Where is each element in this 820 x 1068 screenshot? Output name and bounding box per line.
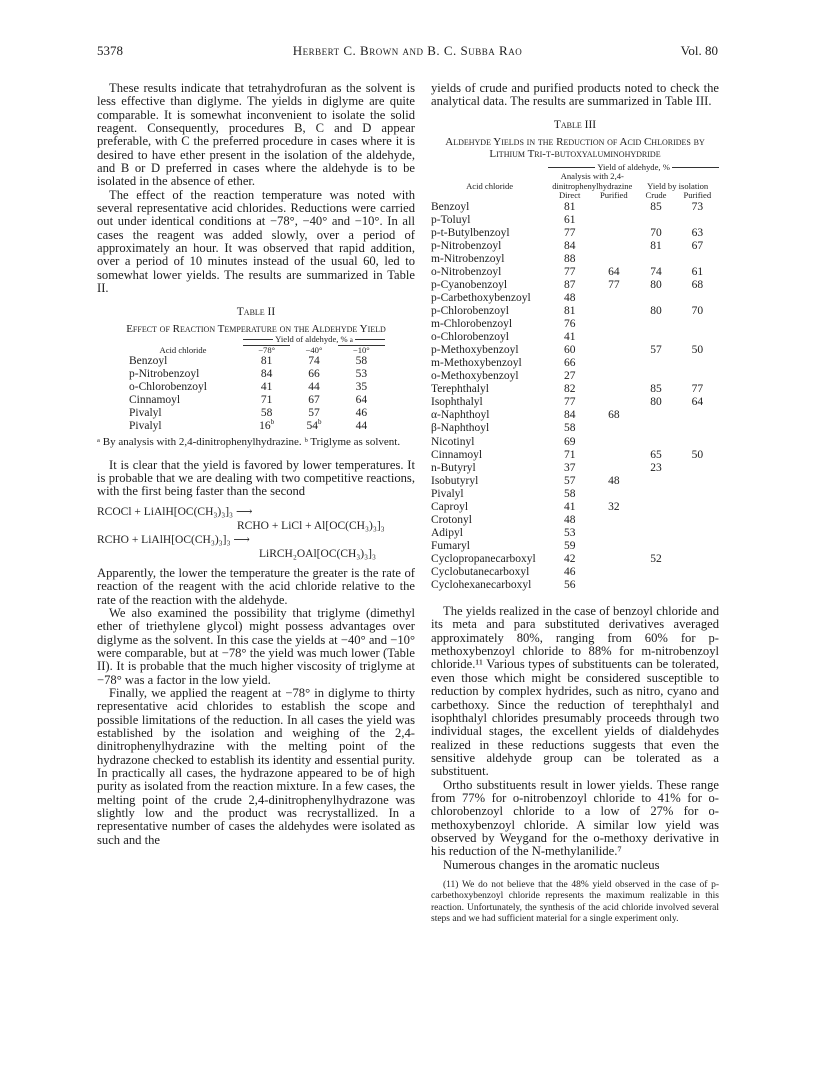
table-row [431, 475, 719, 488]
table-cell: 35 [355, 381, 368, 394]
row-label: Cinnamoyl [431, 448, 483, 461]
table-cell: 81 [260, 355, 273, 367]
row-label: o-Methoxybenzoyl [431, 370, 519, 383]
table-cell [591, 422, 636, 435]
table-cell [591, 227, 636, 240]
table-row [431, 240, 719, 253]
row-label: β-Naphthoyl [431, 422, 490, 435]
row-label: p-Cyanobenzoyl [431, 278, 508, 291]
row-label: α-Naphthoyl [431, 409, 490, 422]
table-cell [591, 553, 636, 566]
table-cell: 44 [308, 381, 320, 394]
table-cell: 32 [608, 500, 620, 513]
table-cell: 80 [650, 278, 662, 291]
table-cell [676, 462, 719, 475]
table-cell: 56 [563, 579, 576, 592]
table-cell: 67 [691, 239, 704, 252]
page-number: 5378 [97, 43, 123, 58]
equation-line: RCOCl + LiAlH[OC(CH₃)₃]₃ ⟶ [97, 505, 253, 518]
table-cell [591, 305, 636, 318]
volume-number: Vol. 80 [680, 43, 718, 58]
table-row [431, 449, 719, 462]
table-cell [676, 488, 719, 501]
table-cell: 68 [691, 278, 704, 291]
table-row [431, 201, 719, 214]
table-cell: 53 [563, 526, 576, 539]
table-cell: 69 [563, 435, 576, 448]
row-label: Benzoyl [431, 200, 470, 213]
table-cell: 64 [608, 265, 620, 278]
table-3-head-isolation: Yield by isolation [647, 180, 709, 191]
row-label: p-Chlorobenzoyl [431, 305, 509, 318]
row-label: Nicotinyl [431, 435, 475, 448]
table-cell: 81 [563, 305, 576, 318]
table-row [431, 279, 719, 292]
table-cell: 71 [563, 448, 576, 461]
row-label: o-Chlorobenzoyl [431, 331, 509, 344]
table-cell [591, 566, 636, 579]
table-cell [676, 370, 719, 383]
table-cell: 57 [650, 344, 662, 357]
table-cell [591, 318, 636, 331]
table-cell: 41 [563, 500, 576, 513]
table-row [431, 292, 719, 305]
table-cell: 54$^b$ [306, 418, 322, 433]
table-row [123, 381, 385, 394]
table-cell [591, 462, 636, 475]
table-cell [636, 527, 675, 540]
table-row [123, 368, 385, 381]
table-row [431, 527, 719, 540]
running-title: Herbert C. Brown and B. C. Subba Rao [292, 43, 523, 58]
row-label: Fumaryl [431, 539, 470, 552]
table-3-title: Aldehyde Yields in the Reduction of Acid Chlorides by Lithium Tri-t-butoxyaluminohydride [445, 135, 705, 161]
table-row [431, 344, 719, 357]
table-row [431, 331, 719, 344]
table-cell [636, 579, 675, 592]
table-cell [676, 409, 719, 422]
row-label: n-Butyryl [431, 461, 476, 474]
table-cell [676, 214, 719, 227]
table-3-head-span: Yield of aldehyde, % [548, 163, 719, 173]
table-cell: 77 [691, 383, 704, 396]
paragraph: Ortho substituents result in lower yields. These range from 77% for o-nitrobenzoyl chloride to 41% for o-chlorobenzoyl chloride to a low of 27% for o-methoxybenzoyl chloride. A similar low yield was observed by Weygand for the o-methoxy derivative in his reduction of the N-methylanilide.⁷ [431, 777, 719, 859]
table-cell [591, 449, 636, 462]
table-cell [591, 344, 636, 357]
table-cell: 84 [563, 239, 576, 252]
paragraph: These results indicate that tetrahydrofuran as the solvent is less effective than diglyme. The yields in diglyme are quite comparable. It is somewhat inconvenient to isolate the solid reagent. Consequently, procedures B, C and D appear preferable, with C the preferred procedure in cases where it is desired to have ether present in the isolation of the aldehyde, and B or D preferred in cases where the aldehyde is to be isolated in the absence of ether. [97, 81, 415, 189]
paragraph: The yields realized in the case of benzoyl chloride and its meta and para substituted derivatives averaged approximately 80%, ranging from 60% for p-methoxybenzoyl chloride to 88% for m-nitrobenzoyl chloride.¹¹ Various types of substituents can be tolerated, even those which might be considered susceptible to reduction by complex hydrides, such as nitro, cyano and carbethoxy. Since the reduction of terephthalyl and isophthalyl chlorides presumably proceeds through two individual stages, the excellent yields of dialdehydes realized in these reductions suggests that even the sensitive aldehyde group can be tolerated as a substituent. [431, 604, 719, 779]
table-cell [636, 409, 675, 422]
paragraph: We also examined the possibility that triglyme (dimethyl ether of triethylene glycol) might possess advantages over diglyme as the solvent. In this case the yields at −40° and −10° were comparable, but at −78° the yield was much lower (Table II). It is probable that the much higher viscosity of triglyme at −78° was a factor in the low yield. [97, 605, 415, 687]
table-cell [676, 475, 719, 488]
left-column [97, 82, 415, 847]
equation-line: LiRCH₂OAl[OC(CH₃)₃]₃ [259, 547, 376, 560]
table-cell: 81 [650, 239, 662, 252]
table-cell [591, 201, 636, 214]
table-row [123, 407, 385, 420]
table-cell [591, 488, 636, 501]
table-cell: 46 [355, 407, 368, 420]
table-cell: 67 [308, 394, 320, 407]
table-cell [636, 501, 675, 514]
equation-line: RCHO + LiAlH[OC(CH₃)₃]₃ ⟶ [97, 533, 250, 546]
table-row [123, 355, 385, 368]
table-cell: 48 [563, 292, 576, 305]
table-3-col-crude: Crude [645, 190, 667, 201]
table-cell [636, 514, 675, 527]
table-row [431, 214, 719, 227]
table-cell: 44 [355, 420, 368, 433]
table-2-head-acid: Acid chloride [159, 344, 207, 355]
table-cell: 50 [691, 448, 704, 461]
row-label: Crotonyl [431, 513, 472, 526]
table-cell: 57 [563, 474, 576, 487]
table-row [431, 540, 719, 553]
table-2-head-yield: Yield of aldehyde, % a [243, 335, 385, 345]
table-cell: 77 [563, 265, 576, 278]
table-3-col-direct: Direct [558, 190, 581, 201]
table-row [431, 422, 719, 435]
table-cell: 58 [260, 407, 273, 420]
table-cell [676, 566, 719, 579]
table-cell: 53 [355, 368, 368, 381]
table-cell: 81 [563, 200, 576, 213]
table-row [431, 436, 719, 449]
table-cell [676, 422, 719, 435]
table-cell [676, 514, 719, 527]
table-cell: 60 [563, 344, 576, 357]
table-cell [591, 383, 636, 396]
table-cell: 66 [308, 368, 320, 381]
table-3-col-purified-2: Purified [683, 190, 712, 201]
table-cell [591, 357, 636, 370]
table-cell [636, 253, 675, 266]
table-row [431, 370, 719, 383]
table-cell: 58 [563, 422, 576, 435]
table-cell [591, 214, 636, 227]
table-cell [676, 553, 719, 566]
table-cell: 61 [691, 265, 704, 278]
row-label: Cyclopropanecarboxyl [431, 552, 536, 565]
paragraph: Finally, we applied the reagent at −78° in diglyme to thirty representative acid chlorides to establish the scope and possible limitations of the reduction. In all cases the yield was established by the isolation and weighing of the 2,4-dinitrophenylhydrazine with the melting point of the hydrazone checked to establish its identity and essential purity. In practically all cases, the hydrazone appeared to be of high purity as isolated from the reaction mixture. In a few cases, the melting point of the crude 2,4-dinitrophenylhydrazone was slightly low and the product was recrystallized. In a representative number of cases the aldehydes were isolated as such and the [97, 685, 415, 847]
table-cell: 16$^b$ [259, 418, 275, 433]
table-2-title: Effect of Reaction Temperature on the Aldehyde Yield [126, 322, 386, 335]
table-cell: 84 [260, 368, 273, 381]
table-cell: 77 [563, 226, 576, 239]
table-row [431, 396, 719, 409]
table-cell: 41 [563, 331, 576, 344]
table-2-footnote: ᵃ By analysis with 2,4-dinitrophenylhydrazine. ᵇ Triglyme as solvent. [97, 436, 401, 449]
table-cell: 48 [563, 513, 576, 526]
table-cell [636, 331, 675, 344]
table-cell [591, 240, 636, 253]
table-row [431, 514, 719, 527]
table-cell [636, 540, 675, 553]
running-header [97, 43, 718, 59]
table-cell: 74 [650, 265, 662, 278]
table-cell: 77 [563, 396, 576, 409]
row-label: o-Chlorobenzoyl [129, 381, 207, 394]
footnote-11: (11) We do not believe that the 48% yield observed in the case of p-carbethoxybenzoyl chloride represents the maximum realizable in this reaction. Unfortunately, the synthesis of the acid chloride involved several steps and we had sufficient material for a single experiment only. [431, 879, 719, 925]
table-cell [636, 488, 675, 501]
row-label: Terephthalyl [431, 383, 489, 396]
paragraph: It is clear that the yield is favored by lower temperatures. It is probable that we are dealing with two competitive reactions, with the first being faster than the second [97, 457, 415, 499]
table-cell: 57 [308, 407, 320, 420]
table-cell: 23 [650, 461, 662, 474]
table-2 [123, 335, 385, 433]
table-row [431, 227, 719, 240]
table-row [123, 394, 385, 407]
table-cell [636, 318, 675, 331]
table-cell [591, 253, 636, 266]
table-cell [676, 292, 719, 305]
table-cell: 71 [260, 394, 273, 407]
table-cell: 58 [563, 487, 576, 500]
table-cell [676, 318, 719, 331]
table-cell: 82 [563, 383, 576, 396]
table-cell [591, 436, 636, 449]
table-cell: 85 [650, 383, 662, 396]
table-cell [676, 527, 719, 540]
row-label: Isophthalyl [431, 396, 483, 409]
table-cell: 74 [308, 355, 320, 367]
equation-block [97, 505, 415, 561]
table-3-head-analysis: Analysis with 2,4-dinitrophenylhydrazine [552, 171, 633, 191]
row-label: p-Toluyl [431, 213, 471, 226]
table-cell: 88 [563, 252, 576, 265]
table-row [431, 305, 719, 318]
table-cell: 77 [608, 278, 620, 291]
row-label: p-t-Butylbenzoyl [431, 226, 510, 239]
right-column [431, 82, 719, 926]
row-label: m-Nitrobenzoyl [431, 252, 505, 265]
table-cell: 64 [355, 394, 368, 407]
row-label: Pivalyl [129, 407, 162, 420]
row-label: Pivalyl [431, 487, 464, 500]
table-cell: 84 [563, 409, 576, 422]
paragraph: yields of crude and purified products noted to check the analytical data. The results are summarized in Table III. [431, 81, 719, 109]
table-3 [431, 163, 719, 592]
table-cell [591, 370, 636, 383]
table-cell: 80 [650, 305, 662, 318]
table-cell: 58 [355, 355, 368, 367]
table-cell: 65 [650, 448, 662, 461]
table-cell [636, 566, 675, 579]
row-label: p-Carbethoxybenzoyl [431, 292, 531, 305]
row-label: Pivalyl [129, 420, 162, 433]
table-row [431, 266, 719, 279]
table-row [431, 383, 719, 396]
table-cell: 50 [691, 344, 704, 357]
row-label: Adipyl [431, 526, 463, 539]
equation-line: RCHO + LiCl + Al[OC(CH₃)₃]₃ [237, 519, 385, 532]
table-cell [591, 514, 636, 527]
table-2-temp: −78° [243, 345, 290, 355]
table-cell: 37 [563, 461, 576, 474]
table-cell [676, 357, 719, 370]
table-cell: 63 [691, 226, 704, 239]
row-label: p-Nitrobenzoyl [431, 239, 502, 252]
table-2-temp: −40° [305, 344, 323, 355]
table-cell [676, 501, 719, 514]
table-cell: 68 [608, 409, 620, 422]
row-label: p-Nitrobenzoyl [129, 368, 200, 381]
table-cell [591, 396, 636, 409]
row-label: m-Chlorobenzoyl [431, 318, 513, 331]
table-cell: 85 [650, 200, 662, 213]
table-row [431, 357, 719, 370]
table-row [431, 253, 719, 266]
table-row [431, 318, 719, 331]
table-cell: 42 [563, 552, 576, 565]
table-2-temp: −10° [338, 345, 385, 355]
table-cell [591, 540, 636, 553]
table-cell: 66 [563, 357, 576, 370]
table-row [431, 462, 719, 475]
table-cell: 46 [563, 566, 576, 578]
row-label: Benzoyl [129, 355, 168, 367]
table-cell [636, 475, 675, 488]
table-cell: 64 [691, 396, 704, 409]
table-cell [676, 540, 719, 553]
table-cell [676, 579, 719, 592]
table-cell [636, 214, 675, 227]
table-cell: 73 [691, 200, 704, 213]
row-label: m-Methoxybenzoyl [431, 357, 522, 370]
table-2-caption: Table II [236, 305, 276, 318]
row-label: p-Methoxybenzoyl [431, 344, 519, 357]
table-cell: 59 [563, 539, 576, 552]
table-cell [676, 253, 719, 266]
table-row [431, 409, 719, 422]
table-cell: 70 [650, 226, 662, 239]
table-row [431, 501, 719, 514]
paragraph: Numerous changes in the aromatic nucleus [443, 857, 660, 872]
table-cell [591, 579, 636, 592]
table-cell [636, 357, 675, 370]
table-cell: 61 [563, 213, 576, 226]
table-3-col-purified: Purified [599, 190, 628, 201]
table-cell: 27 [563, 370, 576, 383]
row-label: Cinnamoyl [129, 394, 181, 407]
table-cell: 48 [608, 474, 620, 487]
row-label: Cyclobutanecarboxyl [431, 566, 530, 578]
table-cell [591, 527, 636, 540]
table-cell [676, 436, 719, 449]
table-cell [591, 292, 636, 305]
table-cell [636, 422, 675, 435]
table-cell [636, 370, 675, 383]
table-cell: 76 [563, 318, 576, 331]
table-cell: 41 [260, 381, 273, 394]
table-cell: 87 [563, 278, 576, 291]
table-row [431, 488, 719, 501]
row-label: Caproyl [431, 500, 469, 513]
table-cell [676, 331, 719, 344]
table-3-caption: Table III [553, 118, 597, 131]
row-label: Isobutyryl [431, 474, 479, 487]
table-cell [591, 331, 636, 344]
paragraph: The effect of the reaction temperature was noted with several representative acid chlorides. Reductions were carried out under identical conditions at −78°, −40° and −10°. In all cases the reagent was added slowly, over a period of approximately an hour. It was observed that rapid addition, over a period of 10 minutes instead of the usual 60, led to somewhat lower yields. The results are summarized in Table II. [97, 187, 415, 296]
table-cell [636, 436, 675, 449]
table-row [431, 579, 719, 592]
table-cell: 52 [650, 552, 662, 565]
row-label: o-Nitrobenzoyl [431, 265, 502, 278]
paragraph: Apparently, the lower the temperature the greater is the rate of reaction of the reagent with the acid chloride relative to the rate of the reaction with the aldehyde. [97, 565, 415, 607]
table-row [431, 566, 719, 579]
row-label: Cyclohexanecarboxyl [431, 579, 532, 592]
table-cell [636, 292, 675, 305]
table-row [431, 553, 719, 566]
table-row [123, 420, 385, 433]
table-cell: 70 [691, 305, 704, 318]
table-cell: 80 [650, 396, 662, 409]
table-3-head-acid: Acid chloride [466, 180, 514, 191]
